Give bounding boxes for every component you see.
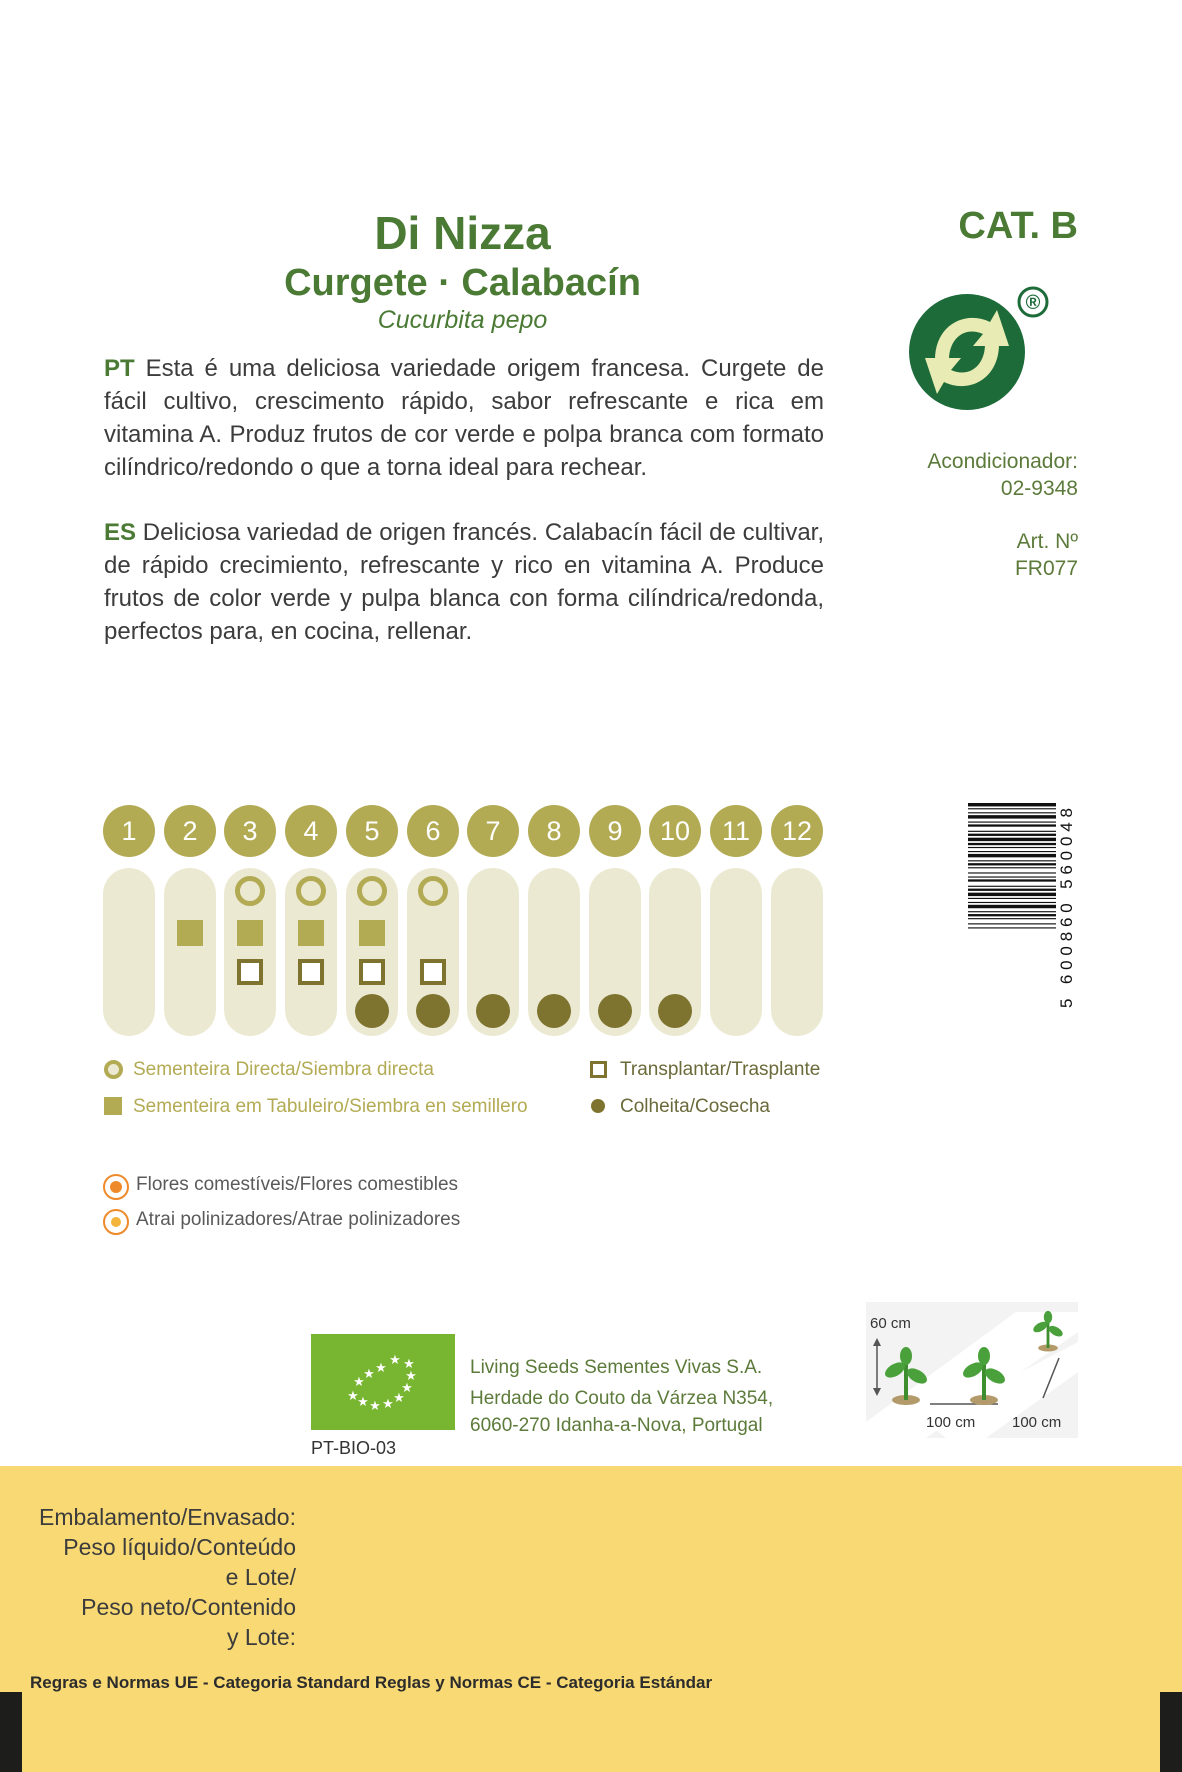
month-label: 5 (346, 805, 398, 857)
direct-sowing-marker (235, 876, 265, 906)
month-label: 6 (407, 805, 459, 857)
crop-mark-left (0, 1692, 22, 1772)
description-pt (104, 352, 824, 484)
eu-star-icon: ★ (389, 1352, 401, 1367)
barcode-bar (968, 893, 1056, 896)
description-es (104, 516, 824, 648)
barcode (968, 803, 1076, 1013)
month-label: 8 (528, 805, 580, 857)
packaging-line-1: Embalamento/Envasado: (39, 1504, 296, 1530)
barcode-bar (968, 843, 1056, 845)
eu-star-icon: ★ (375, 1360, 387, 1375)
barcode-bar (968, 918, 1056, 919)
harvest-marker (355, 994, 389, 1028)
eu-star-icon: ★ (369, 1398, 381, 1413)
regulation-text: Regras e Normas UE - Categoria Standard Reglas y Normas CE - Categoria Estándar (30, 1673, 713, 1692)
month-label: 1 (103, 805, 155, 857)
eu-star-icon: ★ (363, 1366, 375, 1381)
art-value: FR077 (1014, 557, 1078, 580)
legend-harvest: Colheita/Cosecha (620, 1096, 770, 1117)
direct-sowing-marker (357, 876, 387, 906)
barcode-bar (968, 923, 1056, 924)
variety-title: Di Nizza (374, 207, 551, 259)
registered-mark: ® (1025, 292, 1041, 314)
tray-sowing-icon (104, 1097, 122, 1115)
barcode-bar (968, 803, 1056, 806)
month-column (164, 868, 216, 1036)
packaging-line-3: e Lote/ (225, 1564, 296, 1590)
month-label: 3 (224, 805, 276, 857)
common-name: Curgete · Calabacín (284, 262, 641, 304)
eu-star-icon: ★ (357, 1394, 369, 1409)
barcode-bar (968, 902, 1056, 903)
crop-mark-right (1160, 1692, 1182, 1772)
harvest-marker (476, 994, 510, 1028)
spacing-row: 100 cm (926, 1414, 976, 1431)
barcode-bar (968, 889, 1056, 891)
harvest-marker (658, 994, 692, 1028)
barcode-bar (968, 847, 1056, 848)
feature-edible-flowers: Flores comestíveis/Flores comestibles (136, 1174, 459, 1195)
barcode-bar (968, 914, 1056, 916)
lang-code-es: ES (104, 519, 137, 546)
month-label: 4 (285, 805, 337, 857)
month-label: 11 (710, 805, 762, 857)
packaging-info (30, 1502, 296, 1652)
packer-label: Acondicionador: (927, 450, 1078, 473)
eu-star-icon: ★ (401, 1380, 413, 1395)
harvest-marker (416, 994, 450, 1028)
tray-sowing-marker (237, 920, 263, 946)
barcode-bar (968, 812, 1056, 813)
transplant-marker (420, 959, 446, 985)
company-address-2: 6060-270 Idanha-a-Nova, Portugal (470, 1415, 763, 1436)
transplant-marker (359, 959, 385, 985)
barcode-bar (968, 838, 1056, 841)
barcode-bar (968, 824, 1056, 826)
eu-organic-leaf-logo (311, 1334, 455, 1430)
tray-sowing-marker (177, 920, 203, 946)
packaging-line-5: y Lote: (226, 1624, 296, 1650)
plant-spacing-diagram (866, 1302, 1078, 1438)
month-label: 9 (589, 805, 641, 857)
legend-transplant: Transplantar/Trasplante (620, 1059, 821, 1080)
art-label: Art. Nº (1016, 530, 1078, 553)
month-column (771, 868, 823, 1036)
barcode-bar (968, 905, 1056, 908)
transplant-marker (298, 959, 324, 985)
harvest-marker (537, 994, 571, 1028)
edible-flowers-icon (103, 1174, 129, 1200)
eu-star-icon: ★ (353, 1374, 365, 1389)
barcode-bar (968, 911, 1056, 912)
barcode-bar (968, 879, 1056, 881)
company-address-1: Herdade do Couto da Várzea N354, (470, 1388, 774, 1409)
latin-name: Cucurbita pepo (377, 306, 548, 334)
barcode-bar (968, 867, 1056, 868)
direct-sowing-marker (296, 876, 326, 906)
eu-star-icon: ★ (382, 1396, 394, 1411)
legend-tray: Sementeira em Tabuleiro/Siembra en semillero (133, 1096, 528, 1117)
certification-code: PT-BIO-03 (311, 1438, 397, 1458)
description-pt-text: Esta é uma deliciosa variedade origem francesa. Curgete de fácil cultivo, crescimento rápido, sabor refrescante e rica em vitamina A. Produz frutos de cor verde e polpa branca com formato cilíndrico/redondo o que a torna ideal para rechear. (104, 355, 825, 481)
eu-star-icon: ★ (347, 1388, 359, 1403)
lang-code-pt: PT (104, 355, 135, 382)
month-label: 7 (467, 805, 519, 857)
feature-pollinators: Atrai polinizadores/Atrae polinizadores (136, 1209, 461, 1230)
month-label: 2 (164, 805, 216, 857)
eu-star-icon: ★ (405, 1368, 417, 1383)
barcode-bar (968, 815, 1056, 818)
green-dot-recycling-icon (905, 280, 1050, 425)
packer-value: 02-9348 (1000, 477, 1078, 500)
tray-sowing-marker (298, 920, 324, 946)
barcode-bar (968, 834, 1056, 836)
pollinators-icon (103, 1209, 129, 1235)
legend-direct: Sementeira Directa/Siembra directa (133, 1059, 434, 1080)
barcode-number: 5 600860 560048 (1057, 808, 1076, 1008)
direct-sowing-icon (104, 1060, 123, 1079)
barcode-bar (968, 808, 1056, 809)
barcode-bar (968, 860, 1056, 861)
harvest-marker (598, 994, 632, 1028)
category-label: CAT. B (958, 205, 1078, 247)
month-label: 10 (649, 805, 701, 857)
packaging-line-2: Peso líquido/Conteúdo (63, 1534, 296, 1560)
company-name: Living Seeds Sementes Vivas S.A. (470, 1357, 763, 1378)
transplant-icon (590, 1061, 607, 1078)
eu-star-icon: ★ (403, 1356, 415, 1371)
transplant-marker (237, 959, 263, 985)
month-label: 12 (771, 805, 823, 857)
barcode-bar (968, 851, 1056, 852)
barcode-bar (968, 863, 1056, 865)
barcode-bar (968, 898, 1056, 899)
description-es-text: Deliciosa variedad de origen francés. Calabacín fácil de cultivar, de rápido crecimiento, refrescante y rico en vitamina A. Produce frutos de color verde y pulpa blanca con forma cilíndrica/redonda, perfectos para, en cocina, rellenar. (104, 519, 824, 645)
barcode-bar (968, 886, 1056, 887)
tray-sowing-marker (359, 920, 385, 946)
spacing-height: 60 cm (870, 1315, 911, 1332)
spacing-plant: 100 cm (1012, 1414, 1062, 1431)
packaging-line-4: Peso neto/Contenido (81, 1594, 296, 1620)
barcode-bar (968, 831, 1056, 832)
barcode-bar (968, 872, 1056, 873)
eu-star-icon: ★ (393, 1390, 405, 1405)
barcode-bar (968, 854, 1056, 857)
barcode-bar (968, 822, 1056, 823)
barcode-bar (968, 876, 1056, 877)
month-column (710, 868, 762, 1036)
harvest-icon (591, 1099, 605, 1113)
month-column (103, 868, 155, 1036)
direct-sowing-marker (418, 876, 448, 906)
barcode-bar (968, 927, 1056, 928)
